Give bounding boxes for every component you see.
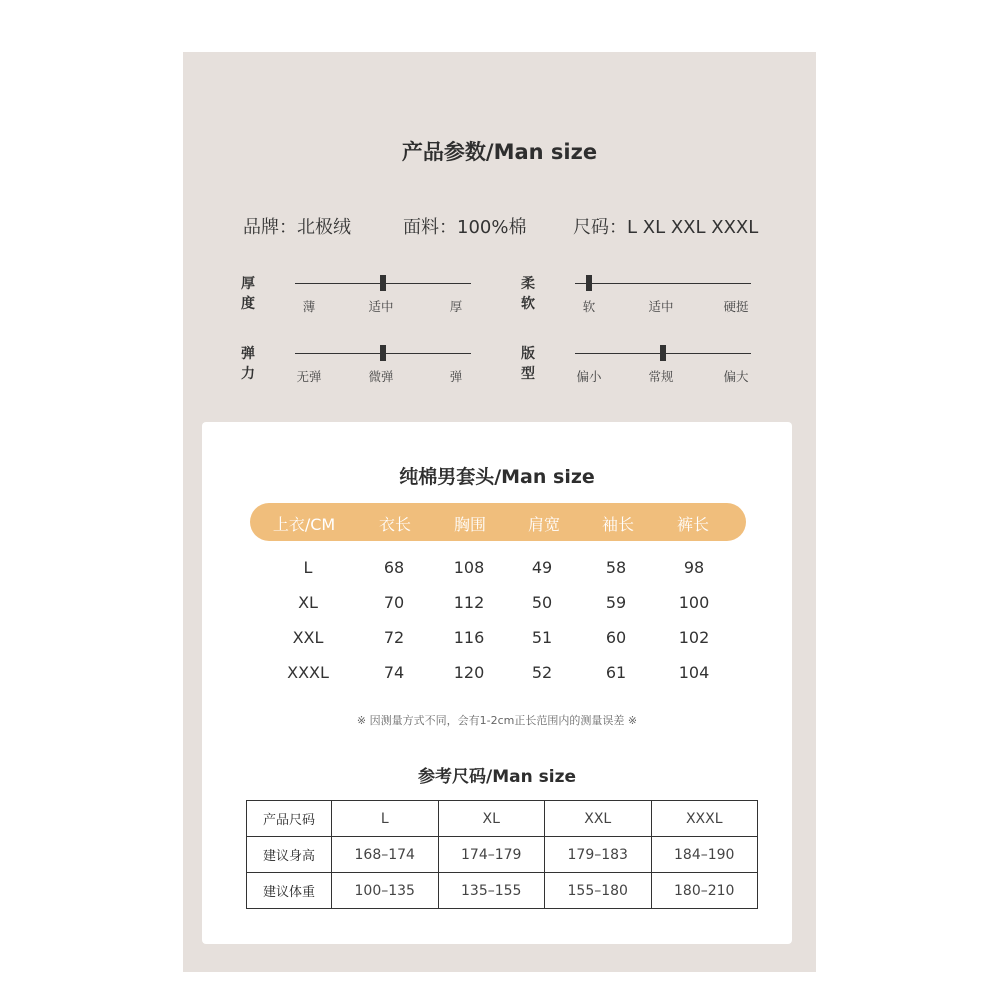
scale-marker — [380, 275, 386, 291]
table-cell: 104 — [678, 663, 710, 682]
table-cell: L — [332, 801, 439, 837]
table-cell: XL — [298, 593, 318, 612]
scale-marker — [660, 345, 666, 361]
header-cell: 裤长 — [676, 515, 710, 534]
size-table-title: 纯棉男套头/Man size — [399, 466, 595, 488]
scale-option: 厚 — [449, 299, 463, 314]
table-cell: 49 — [531, 558, 553, 577]
table-cell: 68 — [383, 558, 405, 577]
table-cell: 70 — [383, 593, 405, 612]
scale-marker — [380, 345, 386, 361]
table-cell: 58 — [605, 558, 627, 577]
table-cell: 50 — [531, 593, 553, 612]
scale-option: 适中 — [368, 299, 394, 314]
scale-name: 弹力 — [241, 346, 255, 382]
table-row — [247, 837, 758, 873]
table-cell: 72 — [383, 628, 405, 647]
panel-title: 产品参数/Man size — [401, 140, 598, 164]
row-header: 产品尺码 — [247, 801, 332, 837]
scale-option: 偏小 — [576, 369, 602, 384]
table-cell: 184–190 — [651, 837, 758, 873]
table-cell: 102 — [678, 628, 710, 647]
header-cell: 上衣/CM — [272, 515, 336, 534]
reference-title: 参考尺码/Man size — [418, 767, 576, 787]
scale-name: 厚度 — [241, 276, 255, 312]
scale-option: 薄 — [302, 299, 316, 314]
scale-name: 柔软 — [521, 276, 535, 312]
table-cell: 108 — [453, 558, 485, 577]
table-cell: XL — [438, 801, 545, 837]
scale-option: 偏大 — [723, 369, 749, 384]
table-cell: 60 — [605, 628, 627, 647]
scale-option: 硬挺 — [723, 299, 749, 314]
table-cell: 51 — [531, 628, 553, 647]
table-cell: 168–174 — [332, 837, 439, 873]
table-cell: XXL — [292, 628, 324, 647]
scale-option: 常规 — [648, 369, 674, 384]
fabric-label: 面料：100%棉 — [403, 217, 527, 238]
header-cell: 衣长 — [378, 515, 412, 534]
table-cell: 74 — [383, 663, 405, 682]
row-header: 建议身高 — [247, 837, 332, 873]
table-cell: XXXL — [651, 801, 758, 837]
header-cell: 肩宽 — [527, 515, 561, 534]
table-row — [247, 801, 758, 837]
table-cell: XXXL — [287, 663, 329, 682]
table-cell: 52 — [531, 663, 553, 682]
row-header: 建议体重 — [247, 873, 332, 909]
table-cell: 174–179 — [438, 837, 545, 873]
scale-option: 适中 — [648, 299, 674, 314]
table-cell: 180–210 — [651, 873, 758, 909]
table-cell: 98 — [683, 558, 705, 577]
scale-option: 软 — [582, 299, 596, 314]
table-cell: 100–135 — [332, 873, 439, 909]
table-row — [247, 873, 758, 909]
size-card — [202, 422, 792, 944]
scale-marker — [586, 275, 592, 291]
table-cell: 116 — [453, 628, 485, 647]
reference-table — [246, 800, 758, 909]
table-cell: 59 — [605, 593, 627, 612]
table-cell: 135–155 — [438, 873, 545, 909]
size-table-header — [250, 503, 746, 541]
scale-name: 版型 — [521, 346, 535, 382]
table-cell: L — [303, 558, 313, 577]
table-cell: 155–180 — [545, 873, 652, 909]
header-cell: 袖长 — [601, 515, 635, 534]
table-cell: 120 — [453, 663, 485, 682]
scale-option: 弹 — [449, 369, 463, 384]
table-cell: 61 — [605, 663, 627, 682]
scale-option: 微弹 — [368, 369, 394, 384]
table-cell: 100 — [678, 593, 710, 612]
scale-line — [575, 283, 751, 284]
brand-label: 品牌：北极绒 — [243, 217, 351, 238]
table-cell: 112 — [453, 593, 485, 612]
size-label: 尺码：L XL XXL XXXL — [573, 217, 759, 238]
measurement-note: ※ 因测量方式不同，会有1-2cm正长范围内的测量误差 ※ — [356, 714, 638, 727]
table-cell: XXL — [545, 801, 652, 837]
header-cell: 胸围 — [453, 515, 487, 534]
table-cell: 179–183 — [545, 837, 652, 873]
scale-option: 无弹 — [296, 369, 322, 384]
